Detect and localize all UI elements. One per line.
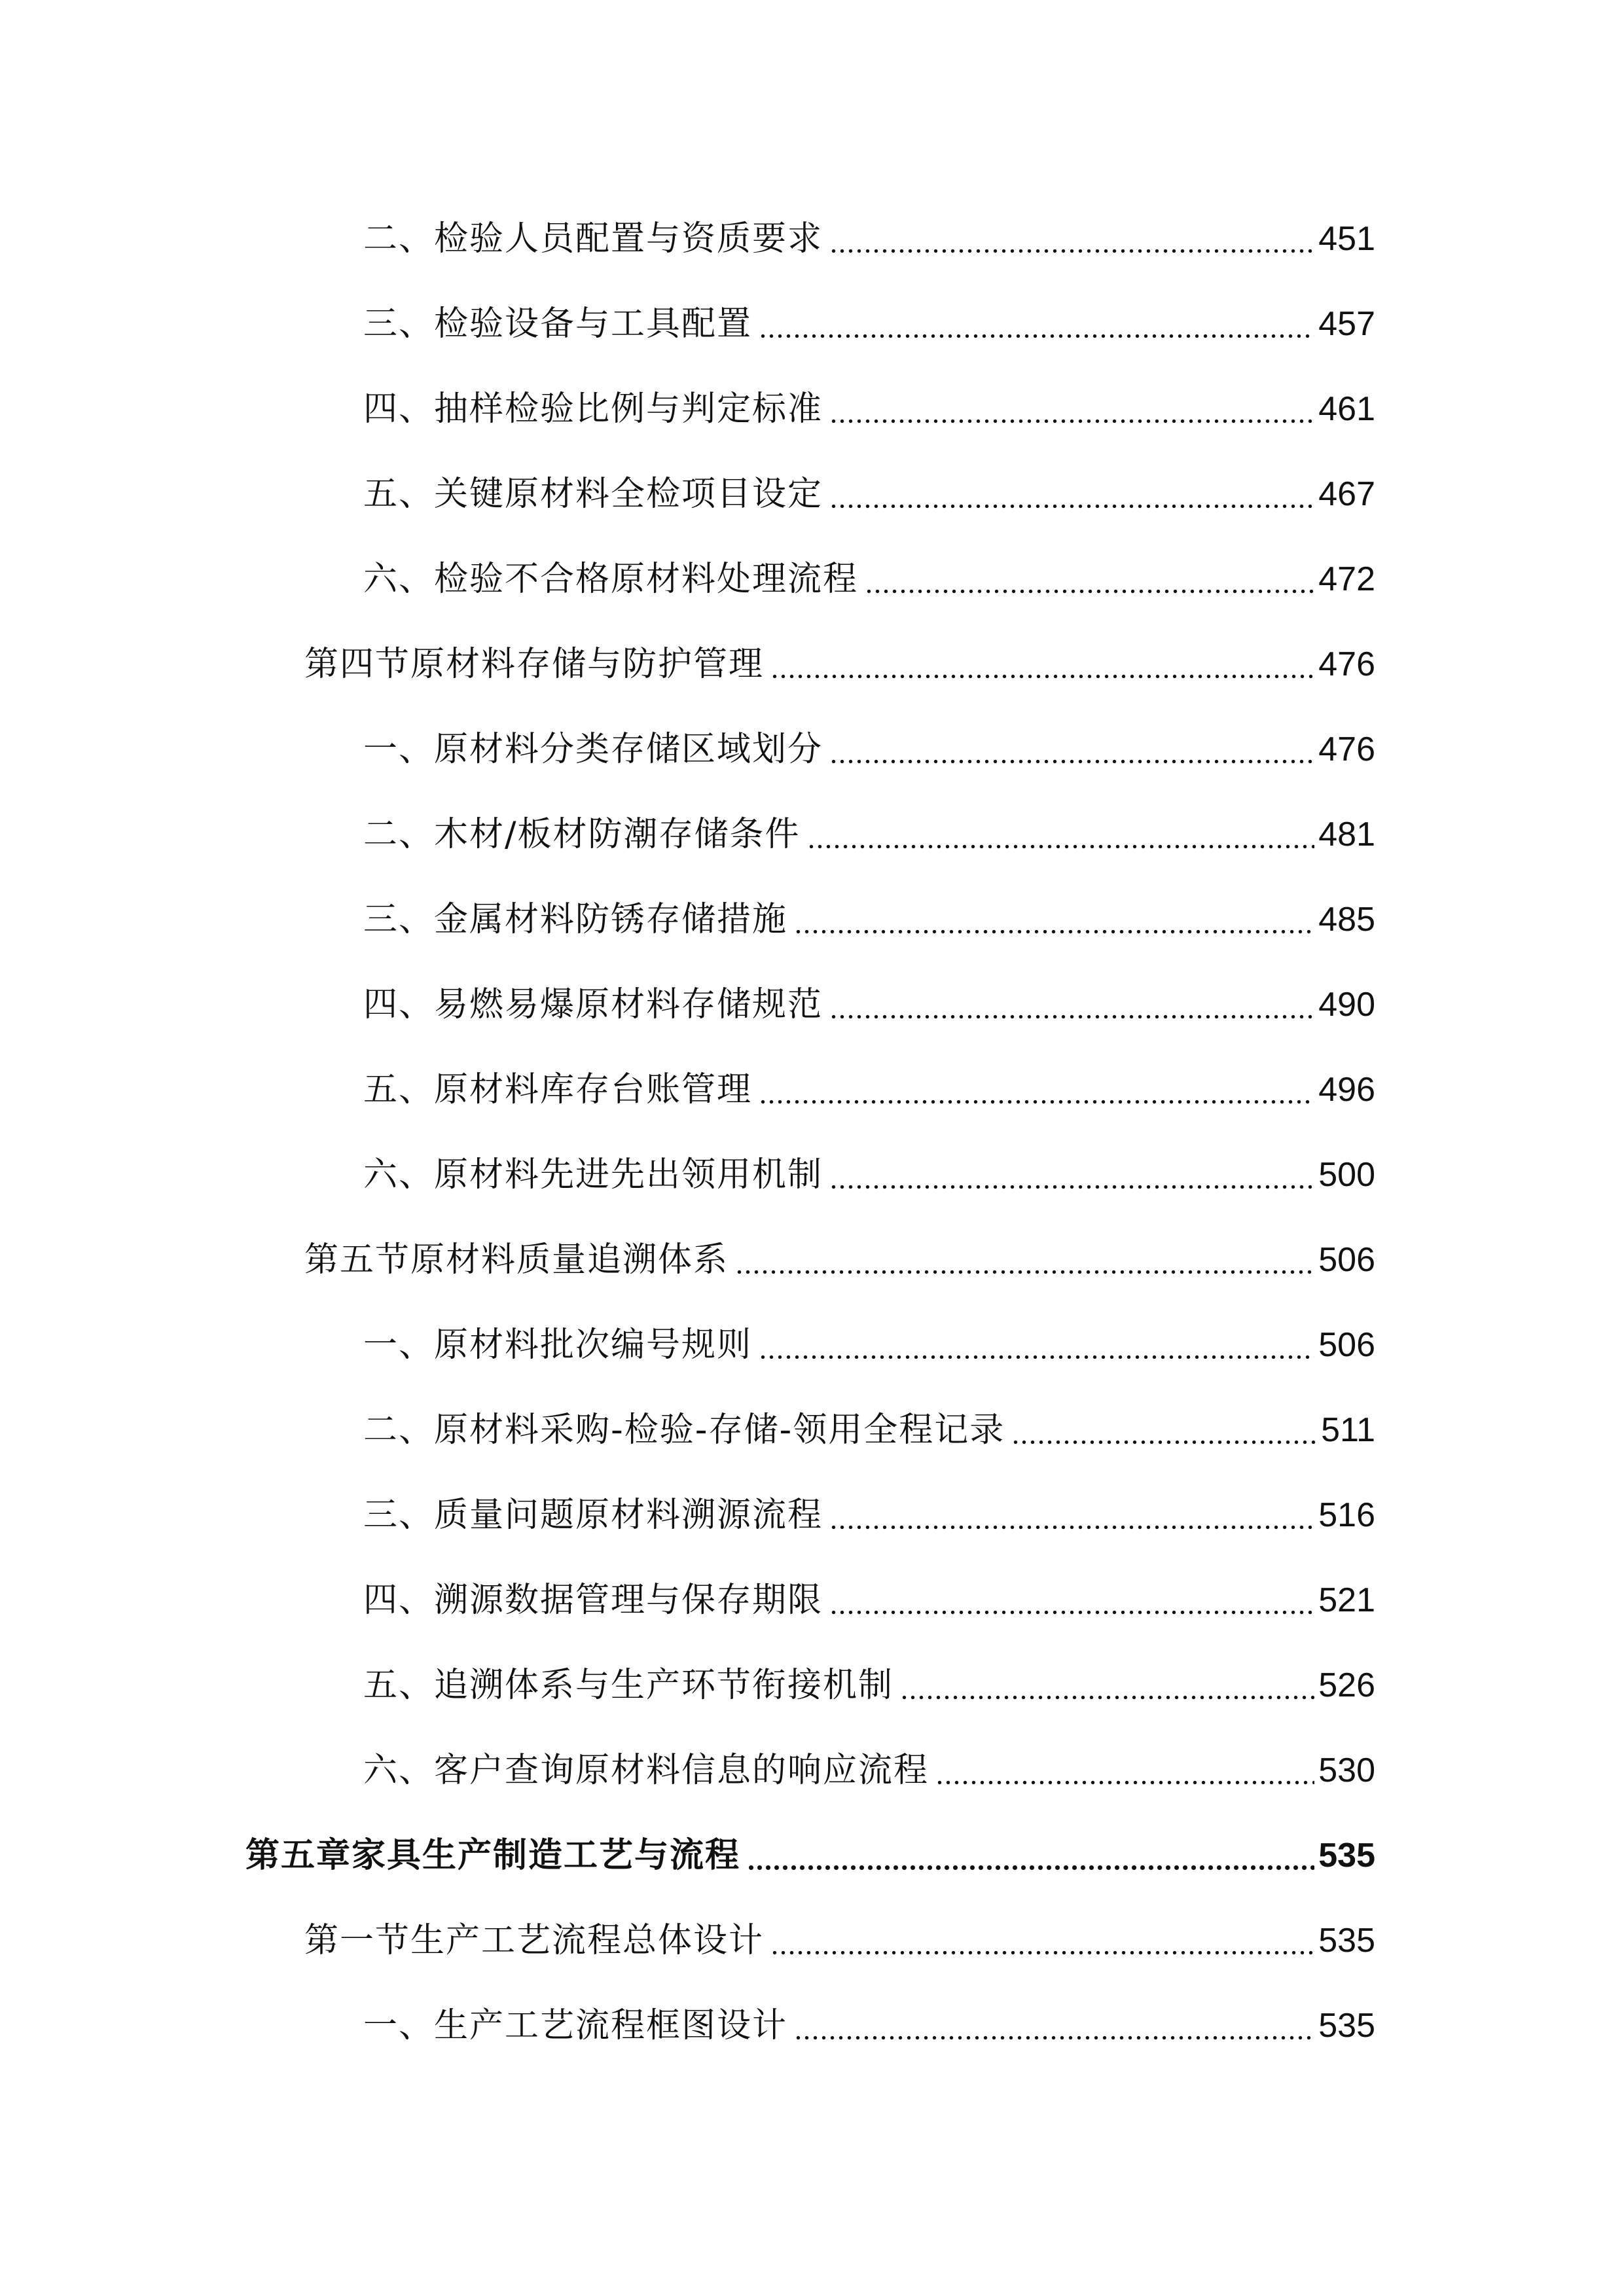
toc-dot-leader bbox=[829, 1149, 1314, 1201]
toc-entry-title: 二、检验人员配置与资质要求 bbox=[363, 219, 823, 259]
toc-dot-leader bbox=[747, 1829, 1314, 1882]
toc-entry-title: 五、关键原材料全检项目设定 bbox=[363, 475, 823, 514]
toc-dot-leader bbox=[829, 213, 1314, 265]
toc-entry-page: 485 bbox=[1318, 901, 1375, 939]
toc-entry-page: 461 bbox=[1318, 390, 1375, 428]
toc-entry-page: 481 bbox=[1318, 816, 1375, 853]
toc-dot-leader bbox=[735, 1234, 1314, 1286]
toc-entry-page: 506 bbox=[1318, 1326, 1375, 1364]
toc-entry-title: 三、金属材料防锈存储措施 bbox=[363, 900, 788, 939]
toc-entry-title: 第五节原材料质量追溯体系 bbox=[304, 1240, 729, 1280]
toc-dot-leader bbox=[935, 1744, 1314, 1797]
toc-entry-title: 三、检验设备与工具配置 bbox=[363, 304, 753, 344]
toc-entry-sampling-ratio[interactable] bbox=[363, 383, 1375, 435]
toc-entry-fifo-mechanism[interactable] bbox=[363, 1149, 1375, 1201]
toc-entry-trace-data-retention[interactable] bbox=[363, 1574, 1375, 1626]
toc-dot-leader bbox=[794, 893, 1314, 946]
toc-entry-title: 四、溯源数据管理与保存期限 bbox=[363, 1581, 823, 1620]
toc-entry-nonconforming-handling[interactable] bbox=[363, 553, 1375, 605]
toc-entry-title: 五、追溯体系与生产环节衔接机制 bbox=[363, 1666, 894, 1705]
toc-entry-page: 526 bbox=[1318, 1666, 1375, 1704]
toc-entry-page: 506 bbox=[1318, 1241, 1375, 1279]
toc-entry-customer-inquiry[interactable] bbox=[363, 1744, 1375, 1797]
toc-entry-page: 451 bbox=[1318, 220, 1375, 258]
toc-dot-leader bbox=[829, 978, 1314, 1031]
toc-entry-page: 490 bbox=[1318, 986, 1375, 1024]
toc-entry-title: 二、原材料采购-检验-存储-领用全程记录 bbox=[363, 1410, 1005, 1450]
toc-dot-leader bbox=[829, 383, 1314, 435]
toc-entry-batch-numbering[interactable] bbox=[363, 1319, 1375, 1371]
toc-dot-leader bbox=[807, 808, 1315, 861]
toc-entry-page: 516 bbox=[1318, 1496, 1375, 1534]
toc-entry-storage-zoning[interactable] bbox=[363, 723, 1375, 776]
toc-entry-title: 一、生产工艺流程框图设计 bbox=[363, 2006, 788, 2045]
toc-entry-full-process-record[interactable] bbox=[363, 1404, 1375, 1456]
toc-entry-page: 472 bbox=[1318, 560, 1375, 598]
toc-entry-title: 一、原材料分类存储区域划分 bbox=[363, 730, 823, 769]
toc-entry-title: 二、木材/板材防潮存储条件 bbox=[363, 815, 801, 854]
toc-dot-leader bbox=[759, 1064, 1314, 1116]
toc-dot-leader bbox=[770, 638, 1314, 691]
toc-entry-title: 第四节原材料存储与防护管理 bbox=[304, 645, 765, 684]
toc-dot-leader bbox=[900, 1659, 1314, 1712]
toc-entry-page: 535 bbox=[1318, 2007, 1375, 2045]
toc-entry-page: 496 bbox=[1318, 1071, 1375, 1109]
toc-entry-process-flowchart[interactable] bbox=[363, 2000, 1375, 2052]
toc-entry-title: 四、易燃易爆原材料存储规范 bbox=[363, 985, 823, 1024]
toc-dot-leader bbox=[794, 2000, 1314, 2052]
toc-entry-page: 521 bbox=[1318, 1581, 1375, 1619]
toc-entry-title: 六、原材料先进先出领用机制 bbox=[363, 1155, 823, 1194]
toc-entry-section-4[interactable] bbox=[304, 638, 1375, 691]
toc-entry-inspector-staffing[interactable] bbox=[363, 213, 1375, 265]
toc-entry-title: 三、质量问题原材料溯源流程 bbox=[363, 1496, 823, 1535]
toc-entry-page: 467 bbox=[1318, 475, 1375, 513]
toc-entry-title: 第五章家具生产制造工艺与流程 bbox=[245, 1836, 741, 1875]
toc-entry-traceback-process[interactable] bbox=[363, 1489, 1375, 1541]
toc-entry-metal-rust-storage[interactable] bbox=[363, 893, 1375, 946]
toc-entry-page: 500 bbox=[1318, 1156, 1375, 1194]
toc-entry-section-1[interactable] bbox=[304, 1914, 1375, 1967]
toc-entry-production-linkage[interactable] bbox=[363, 1659, 1375, 1712]
toc-entry-chapter-5[interactable] bbox=[245, 1829, 1375, 1882]
toc-entry-page: 530 bbox=[1318, 1751, 1375, 1789]
toc-dot-leader bbox=[829, 723, 1314, 776]
toc-entry-page: 535 bbox=[1318, 1837, 1375, 1874]
toc-entry-page: 476 bbox=[1318, 730, 1375, 768]
toc-entry-page: 511 bbox=[1321, 1411, 1375, 1449]
toc-dot-leader bbox=[829, 1574, 1314, 1626]
toc-entry-full-inspection-items[interactable] bbox=[363, 468, 1375, 520]
toc-entry-page: 476 bbox=[1318, 645, 1375, 683]
toc-entry-wood-moisture-storage[interactable] bbox=[363, 808, 1375, 861]
toc-entry-title: 六、检验不合格原材料处理流程 bbox=[363, 560, 859, 599]
toc-entry-title: 四、抽样检验比例与判定标准 bbox=[363, 389, 823, 429]
toc-dot-leader bbox=[829, 468, 1314, 520]
toc-entry-title: 一、原材料批次编号规则 bbox=[363, 1325, 753, 1365]
toc-entry-inspection-equipment[interactable] bbox=[363, 298, 1375, 350]
toc-entry-title: 五、原材料库存台账管理 bbox=[363, 1070, 753, 1109]
toc-entry-inventory-ledger[interactable] bbox=[363, 1064, 1375, 1116]
toc-entry-flammable-storage[interactable] bbox=[363, 978, 1375, 1031]
toc-entry-page: 535 bbox=[1318, 1922, 1375, 1960]
toc-dot-leader bbox=[759, 1319, 1314, 1371]
toc-dot-leader bbox=[770, 1914, 1314, 1967]
toc-dot-leader bbox=[829, 1489, 1314, 1541]
toc-entry-title: 六、客户查询原材料信息的响应流程 bbox=[363, 1751, 929, 1790]
toc-dot-leader bbox=[759, 298, 1314, 350]
toc-entry-title: 第一节生产工艺流程总体设计 bbox=[304, 1921, 765, 1960]
toc-entry-page: 457 bbox=[1318, 305, 1375, 343]
toc-dot-leader bbox=[1011, 1404, 1317, 1456]
toc-dot-leader bbox=[865, 553, 1314, 605]
toc-entry-section-5[interactable] bbox=[304, 1234, 1375, 1286]
